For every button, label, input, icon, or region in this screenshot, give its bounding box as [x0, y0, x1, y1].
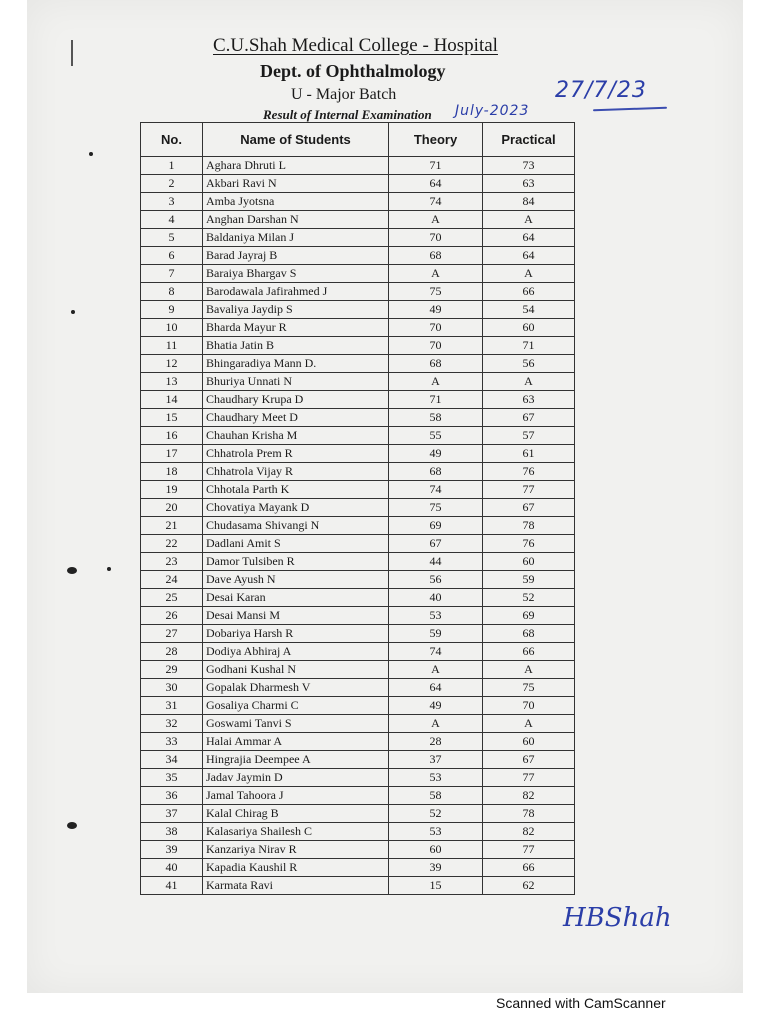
- results-table: [140, 122, 575, 895]
- practical-mark: 82: [483, 787, 575, 805]
- table-row: [141, 463, 575, 481]
- row-number: 1: [141, 157, 203, 175]
- table-row: [141, 715, 575, 733]
- practical-mark: 84: [483, 193, 575, 211]
- theory-mark: 64: [389, 175, 483, 193]
- student-name: Chaudhary Krupa D: [203, 391, 389, 409]
- row-number: 4: [141, 211, 203, 229]
- table-row: [141, 355, 575, 373]
- practical-mark: 70: [483, 697, 575, 715]
- table-row: [141, 643, 575, 661]
- student-name: Hingrajia Deempee A: [203, 751, 389, 769]
- table-row: [141, 625, 575, 643]
- table-row: [141, 247, 575, 265]
- theory-mark: 28: [389, 733, 483, 751]
- theory-mark: 55: [389, 427, 483, 445]
- table-row: [141, 481, 575, 499]
- theory-mark: 60: [389, 841, 483, 859]
- student-name: Chhatrola Vijay R: [203, 463, 389, 481]
- table-row: [141, 517, 575, 535]
- student-name: Desai Karan: [203, 589, 389, 607]
- signature: HBShah: [563, 903, 672, 933]
- table-row: [141, 841, 575, 859]
- ink-blot: [67, 567, 77, 574]
- theory-mark: 67: [389, 535, 483, 553]
- practical-mark: 77: [483, 841, 575, 859]
- student-name: Dave Ayush N: [203, 571, 389, 589]
- theory-mark: 52: [389, 805, 483, 823]
- table-row: [141, 265, 575, 283]
- row-number: 14: [141, 391, 203, 409]
- row-number: 3: [141, 193, 203, 211]
- row-number: 8: [141, 283, 203, 301]
- student-name: Dadlani Amit S: [203, 535, 389, 553]
- table-row: [141, 535, 575, 553]
- table-row: [141, 589, 575, 607]
- student-name: Halai Ammar A: [203, 733, 389, 751]
- row-number: 10: [141, 319, 203, 337]
- student-name: Jamal Tahoora J: [203, 787, 389, 805]
- table-row: [141, 319, 575, 337]
- practical-mark: 52: [483, 589, 575, 607]
- table-row: [141, 409, 575, 427]
- student-name: Jadav Jaymin D: [203, 769, 389, 787]
- theory-mark: 68: [389, 247, 483, 265]
- student-name: Kalal Chirag B: [203, 805, 389, 823]
- theory-mark: 53: [389, 769, 483, 787]
- practical-mark: 71: [483, 337, 575, 355]
- student-name: Chovatiya Mayank D: [203, 499, 389, 517]
- row-number: 32: [141, 715, 203, 733]
- practical-mark: 54: [483, 301, 575, 319]
- practical-mark: 67: [483, 409, 575, 427]
- row-number: 23: [141, 553, 203, 571]
- student-name: Barodawala Jafirahmed J: [203, 283, 389, 301]
- student-name: Kalasariya Shailesh C: [203, 823, 389, 841]
- row-number: 40: [141, 859, 203, 877]
- theory-mark: 70: [389, 319, 483, 337]
- practical-mark: 59: [483, 571, 575, 589]
- practical-mark: 60: [483, 733, 575, 751]
- student-name: Desai Mansi M: [203, 607, 389, 625]
- result-label: Result of Internal Examination: [263, 107, 432, 122]
- row-number: 33: [141, 733, 203, 751]
- row-number: 22: [141, 535, 203, 553]
- practical-mark: A: [483, 211, 575, 229]
- practical-mark: 68: [483, 625, 575, 643]
- student-name: Chauhan Krisha M: [203, 427, 389, 445]
- practical-mark: 61: [483, 445, 575, 463]
- theory-mark: 59: [389, 625, 483, 643]
- row-number: 2: [141, 175, 203, 193]
- theory-mark: A: [389, 265, 483, 283]
- practical-mark: 63: [483, 391, 575, 409]
- practical-mark: 77: [483, 481, 575, 499]
- practical-mark: 62: [483, 877, 575, 895]
- table-header-row: [141, 123, 575, 157]
- student-name: Amba Jyotsna: [203, 193, 389, 211]
- student-name: Gosaliya Charmi C: [203, 697, 389, 715]
- practical-mark: 63: [483, 175, 575, 193]
- practical-mark: A: [483, 265, 575, 283]
- row-number: 38: [141, 823, 203, 841]
- table-row: [141, 733, 575, 751]
- practical-mark: 60: [483, 553, 575, 571]
- handwritten-date: 27/7/23: [555, 78, 647, 103]
- row-number: 12: [141, 355, 203, 373]
- table-row: [141, 229, 575, 247]
- student-name: Barad Jayraj B: [203, 247, 389, 265]
- theory-mark: 49: [389, 301, 483, 319]
- theory-mark: 15: [389, 877, 483, 895]
- row-number: 7: [141, 265, 203, 283]
- row-number: 11: [141, 337, 203, 355]
- student-name: Dodiya Abhiraj A: [203, 643, 389, 661]
- student-name: Chhotala Parth K: [203, 481, 389, 499]
- theory-mark: A: [389, 211, 483, 229]
- row-number: 6: [141, 247, 203, 265]
- student-name: Chhatrola Prem R: [203, 445, 389, 463]
- scanner-watermark: Scanned with CamScanner: [496, 995, 666, 1011]
- row-number: 29: [141, 661, 203, 679]
- theory-mark: 75: [389, 499, 483, 517]
- table-row: [141, 157, 575, 175]
- student-name: Goswami Tanvi S: [203, 715, 389, 733]
- practical-mark: 77: [483, 769, 575, 787]
- speck: [89, 152, 93, 156]
- table-row: [141, 175, 575, 193]
- practical-mark: 66: [483, 283, 575, 301]
- scanned-page: [27, 0, 743, 993]
- handwritten-month: July-2023: [455, 103, 530, 119]
- practical-mark: 60: [483, 319, 575, 337]
- row-number: 25: [141, 589, 203, 607]
- table-row: [141, 751, 575, 769]
- theory-mark: 74: [389, 481, 483, 499]
- row-number: 31: [141, 697, 203, 715]
- row-number: 13: [141, 373, 203, 391]
- practical-mark: 73: [483, 157, 575, 175]
- theory-mark: 56: [389, 571, 483, 589]
- student-name: Akbari Ravi N: [203, 175, 389, 193]
- row-number: 34: [141, 751, 203, 769]
- theory-mark: 71: [389, 391, 483, 409]
- student-name: Bavaliya Jaydip S: [203, 301, 389, 319]
- theory-mark: 53: [389, 607, 483, 625]
- theory-mark: 70: [389, 337, 483, 355]
- table-row: [141, 499, 575, 517]
- theory-mark: 64: [389, 679, 483, 697]
- theory-mark: A: [389, 373, 483, 391]
- row-number: 15: [141, 409, 203, 427]
- row-number: 18: [141, 463, 203, 481]
- practical-mark: A: [483, 715, 575, 733]
- col-header-theory: Theory: [389, 123, 483, 157]
- student-name: Karmata Ravi: [203, 877, 389, 895]
- pen-mark: [71, 40, 73, 66]
- speck: [107, 567, 111, 571]
- theory-mark: 44: [389, 553, 483, 571]
- theory-mark: 53: [389, 823, 483, 841]
- student-name: Chaudhary Meet D: [203, 409, 389, 427]
- table-row: [141, 661, 575, 679]
- practical-mark: A: [483, 661, 575, 679]
- table-row: [141, 859, 575, 877]
- theory-mark: 74: [389, 193, 483, 211]
- practical-mark: 64: [483, 247, 575, 265]
- student-name: Damor Tulsiben R: [203, 553, 389, 571]
- col-header-practical: Practical: [483, 123, 575, 157]
- theory-mark: 39: [389, 859, 483, 877]
- theory-mark: 37: [389, 751, 483, 769]
- row-number: 16: [141, 427, 203, 445]
- theory-mark: 58: [389, 787, 483, 805]
- theory-mark: 49: [389, 697, 483, 715]
- theory-mark: 49: [389, 445, 483, 463]
- table-row: [141, 373, 575, 391]
- practical-mark: 64: [483, 229, 575, 247]
- college-name: C.U.Shah Medical College - Hospital: [213, 35, 498, 56]
- table-row: [141, 301, 575, 319]
- student-name: Bhingaradiya Mann D.: [203, 355, 389, 373]
- row-number: 24: [141, 571, 203, 589]
- ink-blot: [67, 822, 77, 829]
- theory-mark: 70: [389, 229, 483, 247]
- theory-mark: 58: [389, 409, 483, 427]
- row-number: 5: [141, 229, 203, 247]
- batch-label: U - Major Batch: [291, 86, 397, 103]
- practical-mark: 67: [483, 751, 575, 769]
- practical-mark: 57: [483, 427, 575, 445]
- student-name: Baldaniya Milan J: [203, 229, 389, 247]
- col-header-no: No.: [141, 123, 203, 157]
- student-name: Anghan Darshan N: [203, 211, 389, 229]
- table-row: [141, 193, 575, 211]
- table-row: [141, 283, 575, 301]
- theory-mark: 68: [389, 463, 483, 481]
- theory-mark: 74: [389, 643, 483, 661]
- student-name: Godhani Kushal N: [203, 661, 389, 679]
- row-number: 21: [141, 517, 203, 535]
- table-row: [141, 337, 575, 355]
- practical-mark: 66: [483, 643, 575, 661]
- student-name: Baraiya Bhargav S: [203, 265, 389, 283]
- theory-mark: 68: [389, 355, 483, 373]
- row-number: 35: [141, 769, 203, 787]
- table-row: [141, 211, 575, 229]
- student-name: Gopalak Dharmesh V: [203, 679, 389, 697]
- row-number: 20: [141, 499, 203, 517]
- row-number: 41: [141, 877, 203, 895]
- theory-mark: A: [389, 661, 483, 679]
- theory-mark: 75: [389, 283, 483, 301]
- row-number: 30: [141, 679, 203, 697]
- table-row: [141, 697, 575, 715]
- department-name: Dept. of Ophthalmology: [260, 61, 446, 81]
- row-number: 27: [141, 625, 203, 643]
- theory-mark: 69: [389, 517, 483, 535]
- student-name: Bhuriya Unnati N: [203, 373, 389, 391]
- table-row: [141, 805, 575, 823]
- table-row: [141, 769, 575, 787]
- practical-mark: A: [483, 373, 575, 391]
- table-row: [141, 553, 575, 571]
- theory-mark: 71: [389, 157, 483, 175]
- theory-mark: 40: [389, 589, 483, 607]
- practical-mark: 69: [483, 607, 575, 625]
- table-row: [141, 679, 575, 697]
- practical-mark: 75: [483, 679, 575, 697]
- col-header-name: Name of Students: [203, 123, 389, 157]
- student-name: Dobariya Harsh R: [203, 625, 389, 643]
- practical-mark: 78: [483, 517, 575, 535]
- practical-mark: 67: [483, 499, 575, 517]
- table-row: [141, 877, 575, 895]
- practical-mark: 66: [483, 859, 575, 877]
- table-row: [141, 607, 575, 625]
- table-row: [141, 823, 575, 841]
- row-number: 26: [141, 607, 203, 625]
- row-number: 17: [141, 445, 203, 463]
- row-number: 37: [141, 805, 203, 823]
- table-row: [141, 427, 575, 445]
- speck: [71, 310, 75, 314]
- student-name: Bhatia Jatin B: [203, 337, 389, 355]
- row-number: 39: [141, 841, 203, 859]
- practical-mark: 78: [483, 805, 575, 823]
- table-row: [141, 571, 575, 589]
- student-name: Kanzariya Nirav R: [203, 841, 389, 859]
- student-name: Aghara Dhruti L: [203, 157, 389, 175]
- practical-mark: 56: [483, 355, 575, 373]
- practical-mark: 82: [483, 823, 575, 841]
- practical-mark: 76: [483, 535, 575, 553]
- table-row: [141, 445, 575, 463]
- student-name: Kapadia Kaushil R: [203, 859, 389, 877]
- row-number: 19: [141, 481, 203, 499]
- row-number: 9: [141, 301, 203, 319]
- practical-mark: 76: [483, 463, 575, 481]
- row-number: 28: [141, 643, 203, 661]
- table-row: [141, 391, 575, 409]
- theory-mark: A: [389, 715, 483, 733]
- row-number: 36: [141, 787, 203, 805]
- table-row: [141, 787, 575, 805]
- student-name: Chudasama Shivangi N: [203, 517, 389, 535]
- student-name: Bharda Mayur R: [203, 319, 389, 337]
